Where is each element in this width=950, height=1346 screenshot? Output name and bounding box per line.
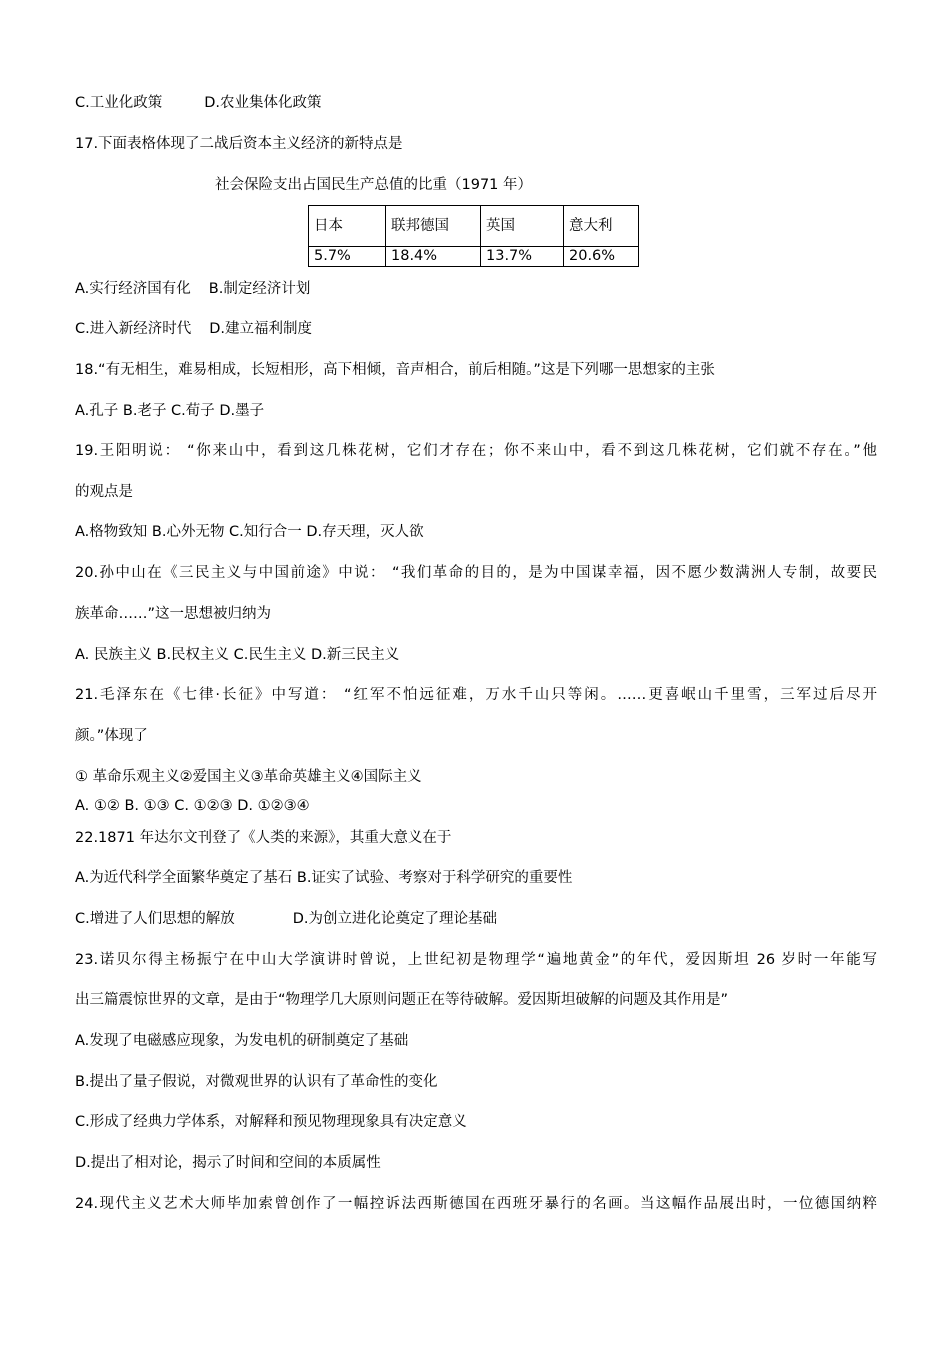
table-cell: 13.7% (481, 247, 564, 267)
table-header-cell: 英国 (481, 206, 564, 247)
table-caption: 社会保险支出占国民生产总值的比重（1971 年） (215, 177, 533, 193)
question-24: 24.现代主义艺术大师毕加索曾创作了一幅控诉法西斯德国在西班牙暴行的名画。当这幅作品展出时，一位德国纳粹 (75, 1196, 877, 1212)
table-cell: 18.4% (386, 247, 481, 267)
question-20-cont: 族革命……”这一思想被归纳为 (75, 606, 272, 622)
option-d: D.为创立进化论奠定了理论基础 (292, 911, 498, 927)
question-21: 21.毛泽东在《七律·长征》中写道： “红军不怕远征难，万水千山只等闲。……更喜岷山千里雪，三军过后尽开 (75, 687, 877, 703)
table-cell: 20.6% (564, 247, 639, 267)
question-23-cont: 出三篇震惊世界的文章，是由于“物理学几大原则问题正在等待破解。爱因斯坦破解的问题及其作用是” (75, 992, 729, 1008)
question-23: 23.诺贝尔得主杨振宁在中山大学演讲时曾说，上世纪初是物理学“遍地黄金”的年代，爱因斯坦 26 岁时一年能写 (75, 952, 877, 968)
question-21-cont: 颜。”体现了 (75, 728, 148, 744)
question-19: 19.王阳明说： “你来山中，看到这几株花树，它们才存在；你不来山中，看不到这几株花树，它们就不存在。”他 (75, 443, 877, 459)
options-22-ab: A.为近代科学全面繁华奠定了基石 B.证实了试验、考察对于科学研究的重要性 (75, 870, 573, 886)
option-line (75, 909, 497, 929)
option-b: B.制定经济计划 (208, 281, 311, 297)
option-d: D.建立福利制度 (209, 321, 313, 337)
options-21: A. ①② B. ①③ C. ①②③ D. ①②③④ (75, 798, 310, 814)
option-c: C.进入新经济时代 (75, 321, 192, 337)
question-20: 20.孙中山在《三民主义与中国前途》中说： “我们革命的目的，是为中国谋幸福，因不愿少数满洲人专制，故要民 (75, 565, 877, 581)
question-17: 17.下面表格体现了二战后资本主义经济的新特点是 (75, 136, 403, 152)
table-header-cell: 联邦德国 (386, 206, 481, 247)
option-a: A.实行经济国有化 (75, 281, 191, 297)
table-header-cell: 日本 (309, 206, 386, 247)
question-21-items: ① 革命乐观主义②爱国主义③革命英雄主义④国际主义 (75, 769, 422, 785)
options-18: A.孔子 B.老子 C.荀子 D.墨子 (75, 403, 265, 419)
table-cell: 5.7% (309, 247, 386, 267)
option-c: C.形成了经典力学体系，对解释和预见物理现象具有决定意义 (75, 1114, 467, 1130)
options-20: A. 民族主义 B.民权主义 C.民生主义 D.新三民主义 (75, 647, 400, 663)
option-b: B.提出了量子假说，对微观世界的认识有了革命性的变化 (75, 1074, 438, 1090)
option-line (75, 93, 322, 113)
table-header-row (309, 206, 639, 247)
option-c: C.工业化政策 (75, 95, 163, 111)
option-line (75, 279, 310, 299)
table-row (309, 247, 639, 267)
question-22: 22.1871 年达尔文刊登了《人类的来源》，其重大意义在于 (75, 830, 452, 846)
option-line (75, 319, 312, 339)
option-a: A.发现了电磁感应现象，为发电机的研制奠定了基础 (75, 1033, 409, 1049)
table-header-cell: 意大利 (564, 206, 639, 247)
question-18: 18.“有无相生，难易相成，长短相形，高下相倾，音声相合，前后相随。”这是下列哪一思想家的主张 (75, 362, 715, 378)
option-d: D.提出了相对论，揭示了时间和空间的本质属性 (75, 1155, 381, 1171)
option-c: C.增进了人们思想的解放 (75, 911, 235, 927)
options-19: A.格物致知 B.心外无物 C.知行合一 D.存天理，灭人欲 (75, 524, 424, 540)
option-d: D.农业集体化政策 (204, 95, 322, 111)
question-19-cont: 的观点是 (75, 484, 133, 500)
social-insurance-table (308, 205, 639, 267)
